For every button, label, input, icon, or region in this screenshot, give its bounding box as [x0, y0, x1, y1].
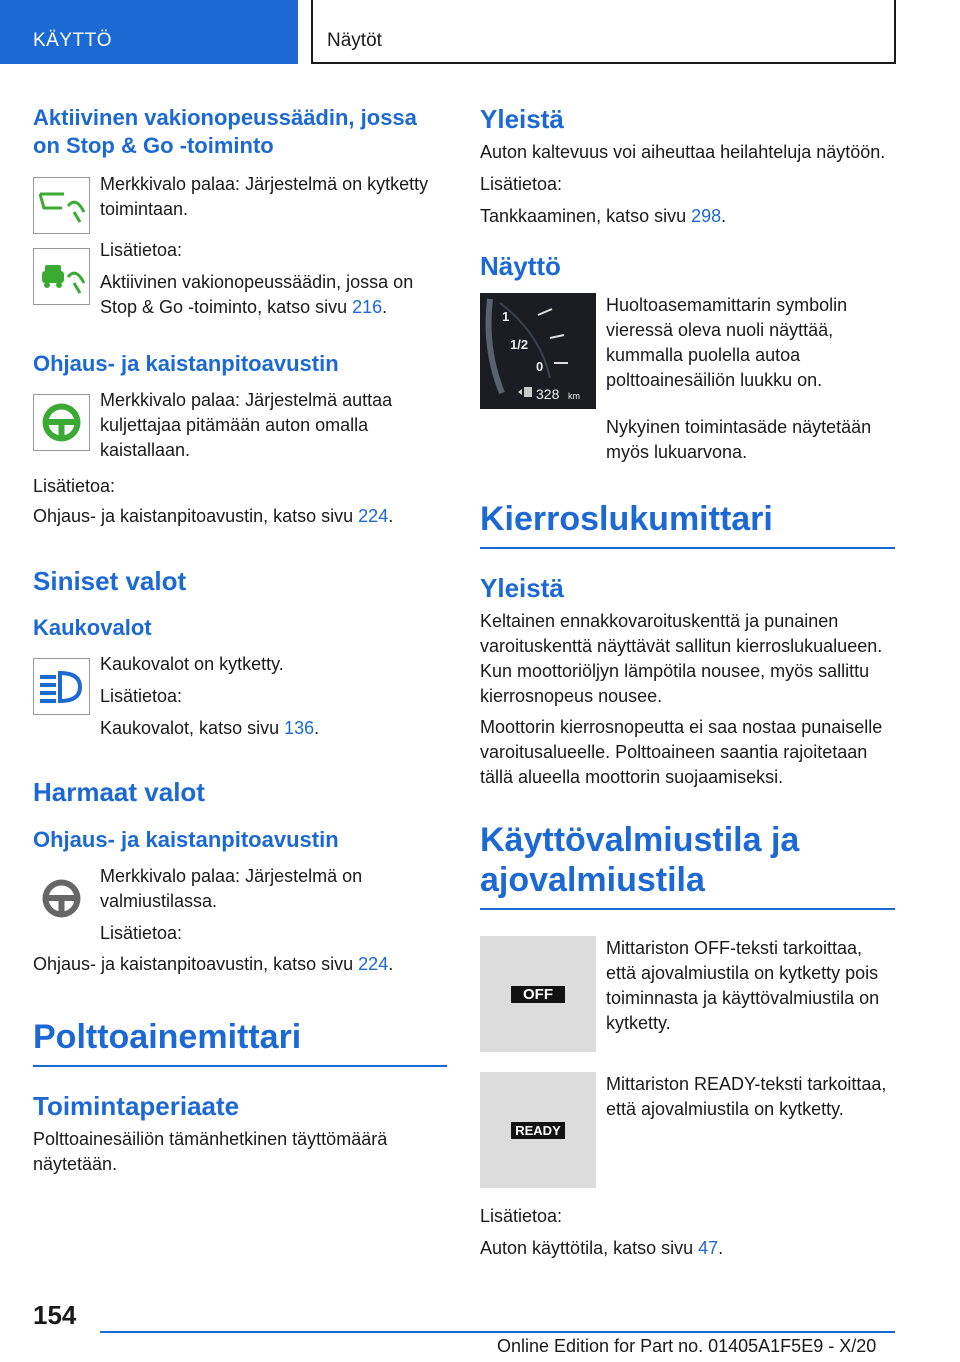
- gray-lane-more-label: Lisätietoa:: [100, 923, 183, 943]
- tachometer-heading: Kierroslukumittari: [480, 499, 895, 549]
- header-chapter-label: Näytöt: [327, 30, 382, 51]
- acc-page-link[interactable]: 216: [352, 297, 383, 317]
- display-row: [480, 293, 895, 409]
- acc-ref-text: Aktiivinen vakionopeussäädin, jossa on Stop & Go -toiminto, katso sivu: [100, 272, 414, 317]
- header-chapter-tab: [311, 0, 896, 64]
- lane-reference: Ohjaus- ja kaistanpitoavustin, katso sivu 224.: [33, 506, 394, 526]
- lane-heading: Ohjaus- ja kaistanpitoavustin: [33, 351, 339, 376]
- gauge-range-value: 328: [536, 386, 560, 402]
- general-ref-text: Tankkaaminen, katso sivu: [480, 206, 692, 226]
- header-section-label: KÄYTTÖ: [33, 30, 113, 51]
- lane-description: Merkkivalo palaa: Järjestelmä auttaa kuljettajaa pitämään auton omalla kaistallaan.: [100, 390, 393, 460]
- left-column: [33, 100, 447, 1177]
- acc-indicator-row: [33, 172, 447, 232]
- ready-page-link[interactable]: 47: [698, 1238, 719, 1258]
- off-display-image: [480, 936, 596, 1052]
- off-badge: OFF: [511, 986, 565, 1003]
- lane-page-link[interactable]: 224: [358, 506, 389, 526]
- gray-lane-subheading: Ohjaus- ja kaistanpitoavustin: [33, 827, 339, 852]
- ready-heading: Käyttövalmiustila ja ajovalmiustila: [480, 820, 895, 910]
- general-reference: Tankkaaminen, katso sivu 298.: [480, 206, 727, 226]
- high-beam-subheading: Kaukovalot: [33, 615, 152, 640]
- footer-divider: [100, 1331, 895, 1333]
- gauge-range-unit: km: [568, 391, 580, 401]
- ready-badge: READY: [511, 1122, 565, 1139]
- gauge-half-label: 1/2: [510, 337, 529, 352]
- display-range-text-content: Nykyinen toimintasäde näytetään myös lukuarvona.: [606, 417, 872, 462]
- lane-more-label: Lisätietoa:: [33, 476, 116, 496]
- header-section-tab: [0, 0, 298, 64]
- acc-heading: Aktiivinen vakionopeussäädin, jossa on Stop & Go -toiminto: [33, 105, 417, 158]
- ready-description: Mittariston READY-teksti tarkoittaa, että ajovalmiustila on kytketty.: [606, 1074, 887, 1119]
- page-number: 154: [33, 1300, 77, 1330]
- lane-indicator-row: [33, 388, 447, 468]
- general-more-label: Lisätietoa:: [480, 174, 563, 194]
- gray-lane-row: [33, 864, 447, 946]
- gray-lane-reference: Ohjaus- ja kaistanpitoavustin, katso sivu 224.: [33, 954, 394, 974]
- general-page-link[interactable]: 298: [691, 206, 722, 226]
- ready-reference: Auton käyttötila, katso sivu 47.: [480, 1238, 724, 1258]
- acc-more-label: Lisätietoa:: [100, 240, 183, 260]
- display-description: Huoltoasemamittarin symbolin vieressä oleva nuoli näyttää, kummalla puolella autoa polttoainesäiliön luukku on.: [606, 295, 848, 390]
- high-beam-page-link[interactable]: 136: [284, 718, 315, 738]
- ready-ref-text: Auton käyttötila, katso sivu: [480, 1238, 699, 1258]
- acc-reference: Aktiivinen vakionopeussäädin, jossa on Stop & Go -toiminto, katso sivu 216.: [100, 272, 414, 317]
- tachometer-text-2: Moottorin kierrosnopeutta ei saa nostaa punaiselle varoitusalueelle. Polttoaineen saantia rajoitetaan tällä alueella moottorin suojaamiseksi.: [480, 717, 883, 787]
- ready-display-image: [480, 1072, 596, 1188]
- high-beam-description: Kaukovalot on kytketty.: [100, 654, 284, 674]
- principle-text: Polttoainesäiliön tämänhetkinen täyttömäärä näytetään.: [33, 1129, 388, 1174]
- gauge-full-label: 1: [502, 309, 510, 324]
- high-beam-ref-text: Kaukovalot, katso sivu: [100, 718, 285, 738]
- general-heading: Yleistä: [480, 104, 564, 134]
- acc-description: Merkkivalo palaa: Järjestelmä on kytketty toimintaan.: [100, 174, 429, 219]
- high-beam-icon: [33, 658, 90, 715]
- acc-indicator-icon: [33, 177, 90, 234]
- blue-lights-heading: Siniset valot: [33, 566, 187, 596]
- off-row: [480, 936, 895, 1052]
- lane-ref-text: Ohjaus- ja kaistanpitoavustin, katso sivu: [33, 506, 359, 526]
- tachometer-subheading: Yleistä: [480, 573, 564, 603]
- steering-wheel-green-icon: [33, 394, 90, 451]
- right-column: [480, 100, 895, 1261]
- fuel-gauge-image: [480, 293, 596, 409]
- steering-wheel-gray-icon: [33, 870, 90, 927]
- display-heading: Näyttö: [480, 251, 561, 281]
- high-beam-row: [33, 652, 447, 741]
- ready-more-label: Lisätietoa:: [480, 1206, 563, 1226]
- gray-lane-description: Merkkivalo palaa: Järjestelmä on valmiustilassa.: [100, 866, 363, 911]
- acc-active-indicator-icon: [33, 248, 90, 305]
- gray-lane-ref-text: Ohjaus- ja kaistanpitoavustin, katso sivu: [33, 954, 359, 974]
- high-beam-more-label: Lisätietoa:: [100, 686, 183, 706]
- off-description: Mittariston OFF-teksti tarkoittaa, että ajovalmiustila on kytketty pois toiminnasta ja käyttövalmiustila on kytketty.: [606, 938, 880, 1033]
- acc-ref-row: [33, 238, 447, 320]
- display-range-text: [606, 415, 895, 465]
- fuel-gauge-heading: Polttoainemittari: [33, 1017, 447, 1067]
- ready-row: [480, 1072, 895, 1188]
- gray-lane-page-link[interactable]: 224: [358, 954, 389, 974]
- gauge-empty-label: 0: [536, 359, 544, 374]
- gray-lights-heading: Harmaat valot: [33, 777, 205, 807]
- general-text: Auton kaltevuus voi aiheuttaa heilahteluja näytöön.: [480, 142, 886, 162]
- tachometer-text-1: Keltainen ennakkovaroituskenttä ja punainen varoituskenttä näyttävät sallitun kierroslukualueen. Kun moottoriöljyn lämpötila nousee, myös sallittu kierrosnopeus nousee.: [480, 611, 883, 706]
- principle-heading: Toimintaperiaate: [33, 1091, 240, 1121]
- footer-edition: Online Edition for Part no. 01405A1F5E9 - X/20: [497, 1336, 877, 1356]
- high-beam-reference: Kaukovalot, katso sivu 136.: [100, 718, 320, 738]
